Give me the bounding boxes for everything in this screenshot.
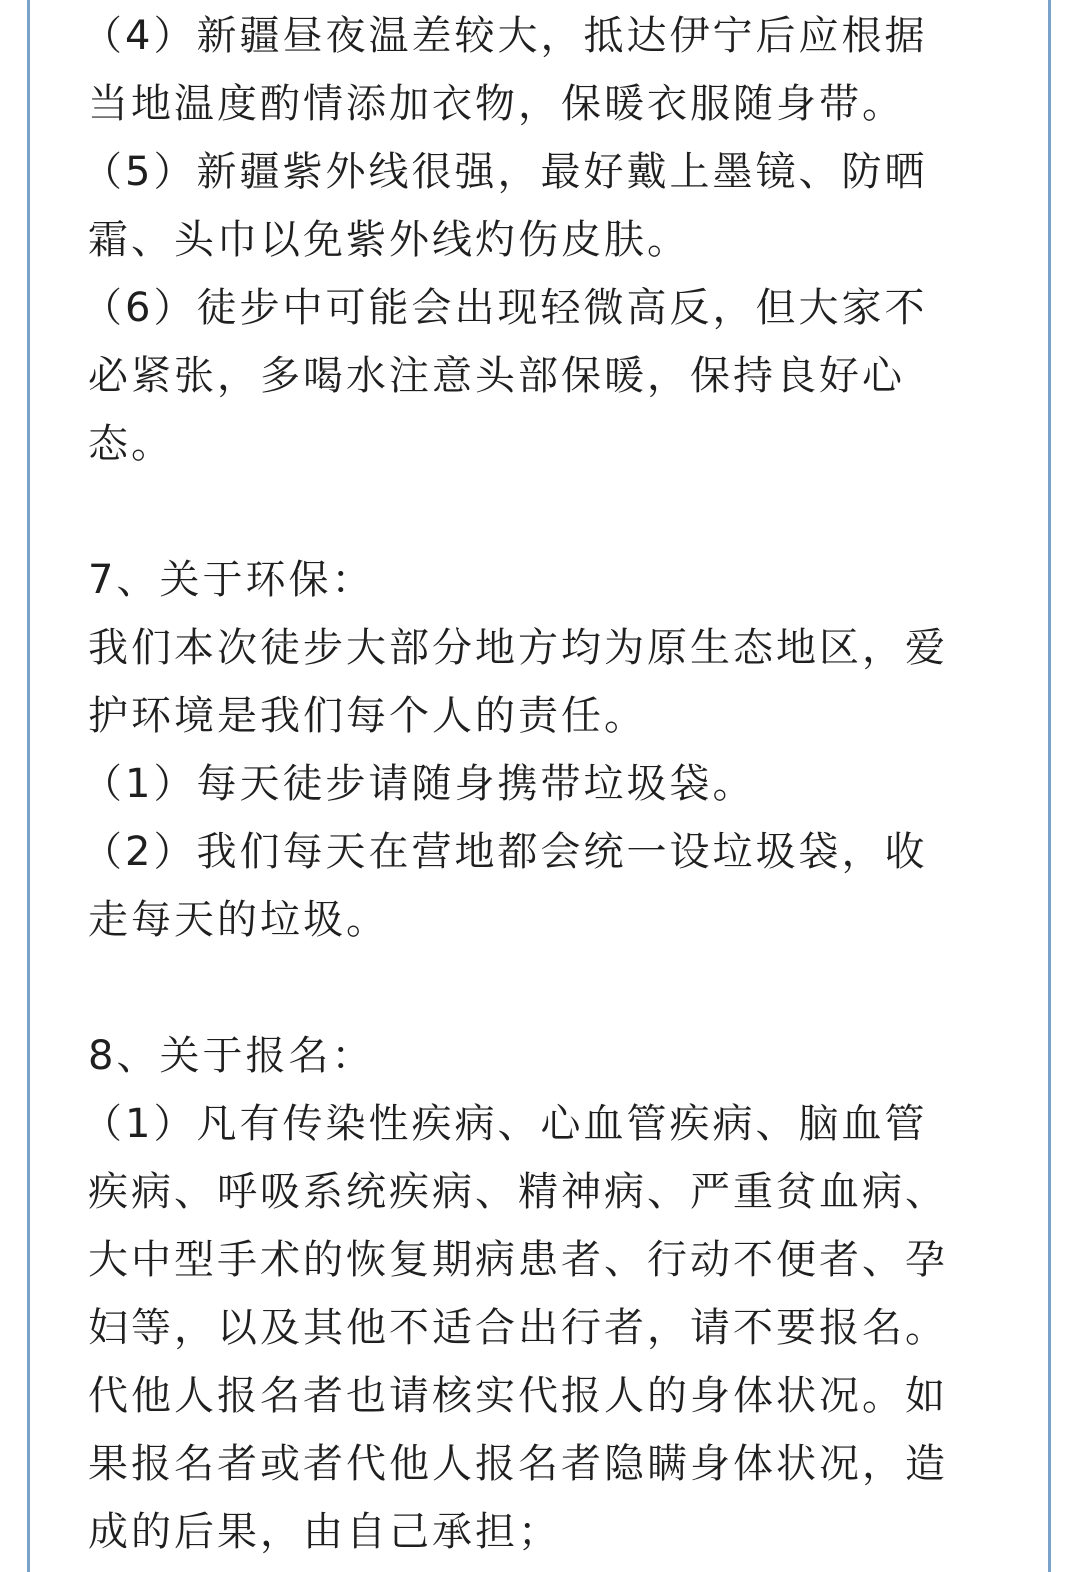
paragraph-line: （1）凡有传染性疾病、心血管疾病、脑血管 (82, 1101, 928, 1147)
paragraph-line: 护环境是我们每个人的责任。 (88, 693, 647, 739)
paragraph-line: 疾病、呼吸系统疾病、精神病、严重贫血病、 (88, 1169, 948, 1215)
paragraph-line: 必紧张，多喝水注意头部保暖，保持良好心 (88, 353, 905, 399)
paragraph-line: 大中型手术的恢复期病患者、行动不便者、孕 (88, 1237, 948, 1283)
paragraph-line: 成的后果，由自己承担； (88, 1509, 561, 1555)
paragraph-line: 妇等，以及其他不适合出行者，请不要报名。 (88, 1305, 948, 1351)
paragraph-line: 果报名者或者代他人报名者隐瞒身体状况，造 (88, 1441, 948, 1487)
paragraph-line: 我们本次徒步大部分地方均为原生态地区，爱 (88, 625, 948, 671)
right-border-line (1048, 0, 1051, 1572)
section-spacer (88, 954, 992, 1022)
paragraph-line: （1）每天徒步请随身携带垃圾袋。 (82, 761, 756, 807)
section-heading-registration: 8、关于报名： (88, 1033, 375, 1079)
section-heading-environment: 7、关于环保： (88, 557, 375, 603)
paragraph-line: 霜、头巾以免紫外线灼伤皮肤。 (88, 217, 690, 263)
section-spacer (88, 478, 992, 546)
left-border-line (27, 0, 30, 1572)
paragraph-line: 代他人报名者也请核实代报人的身体状况。如 (88, 1373, 948, 1419)
paragraph-line: （4）新疆昼夜温差较大，抵达伊宁后应根据 (82, 13, 928, 59)
paragraph-line: （2）我们每天在营地都会统一设垃圾袋，收 (82, 829, 928, 875)
paragraph-line: 走每天的垃圾。 (88, 897, 389, 943)
document-body (82, 2, 992, 1566)
paragraph-line: （5）新疆紫外线很强，最好戴上墨镜、防晒 (82, 149, 928, 195)
paragraph-line: 当地温度酌情添加衣物，保暖衣服随身带。 (88, 81, 905, 127)
paragraph-line: （6）徒步中可能会出现轻微高反，但大家不 (82, 285, 928, 331)
paragraph-line: 态。 (88, 421, 174, 467)
